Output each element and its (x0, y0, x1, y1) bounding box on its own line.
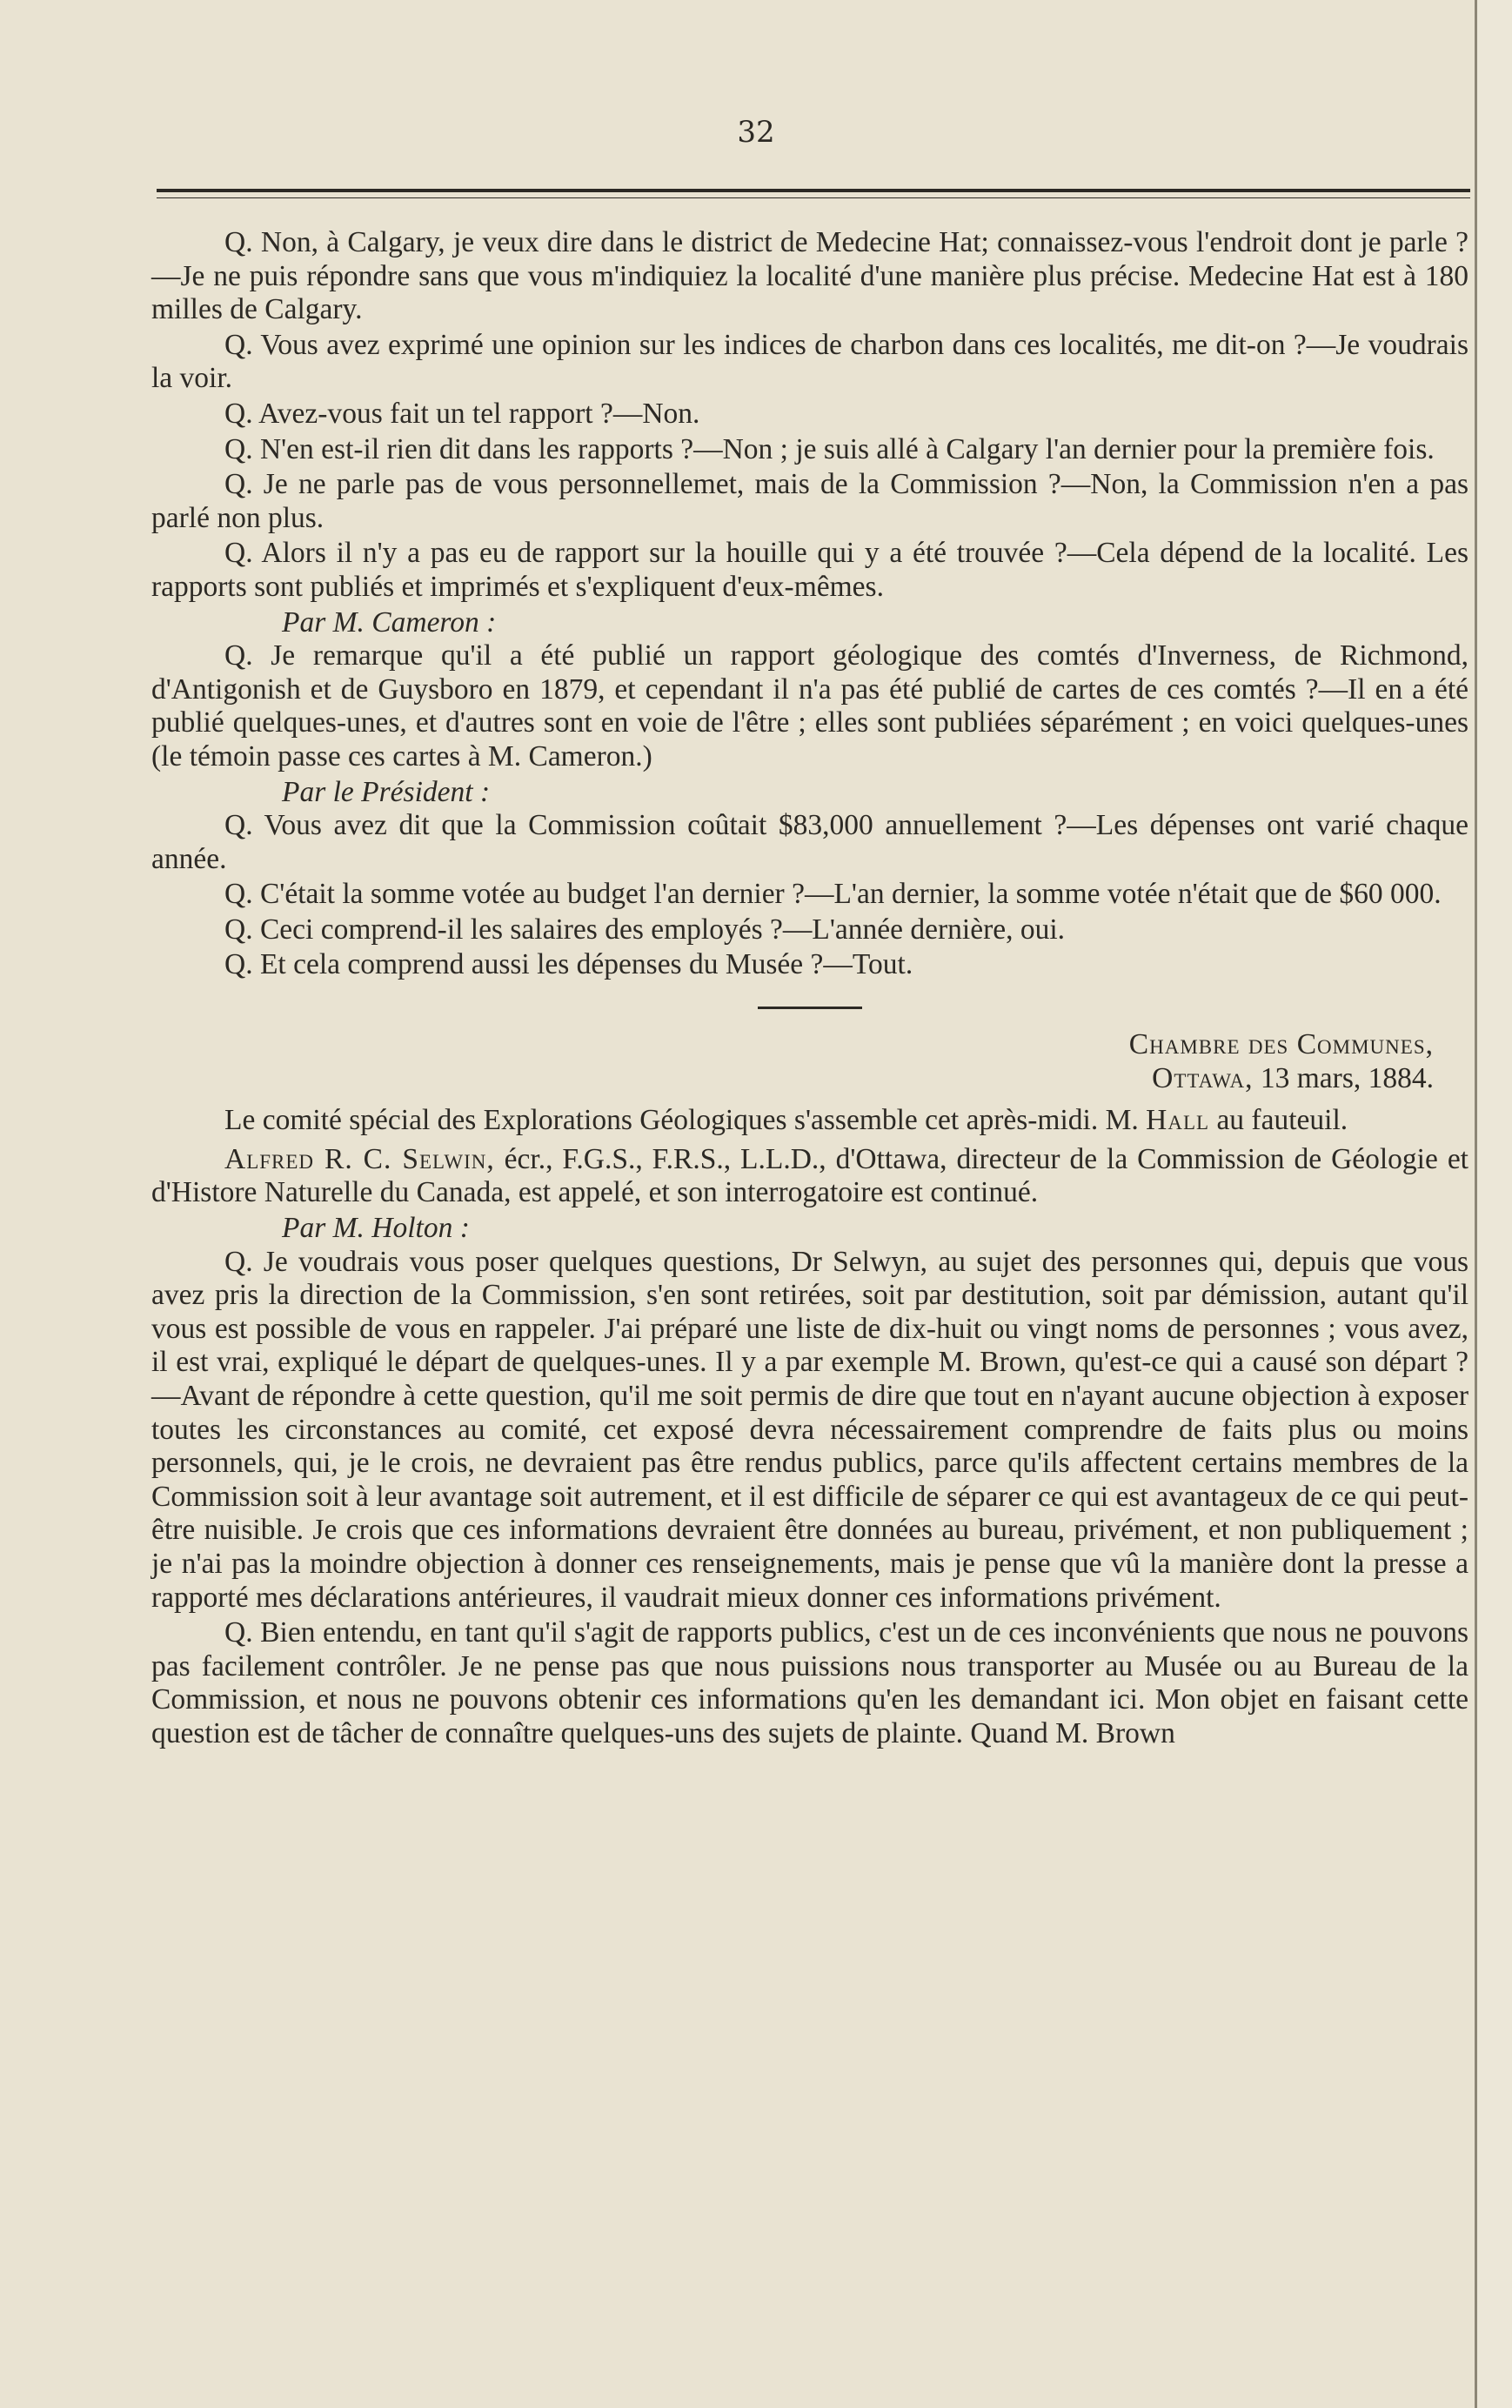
speaker-heading: Par M. Holton : (282, 1212, 470, 1245)
session-intro-text: Le comité spécial des Explorations Géologiques s'assemble cet après-midi. M. (224, 1104, 1139, 1137)
question-paragraph: Q. N'en est-il rien dit dans les rapports ?—Non ; je suis allé à Calgary l'an dernier pour la première fois. (224, 432, 1435, 465)
dateline-city-date (151, 1062, 1434, 1096)
session-intro (151, 1104, 1469, 1138)
dateline-place: Chambre des Communes, (1128, 1028, 1434, 1061)
chair-rest: au fauteuil. (1209, 1104, 1348, 1137)
speaker-heading: Par M. Cameron : (282, 605, 497, 639)
document-body (151, 226, 1469, 1753)
header-rule (157, 189, 1470, 198)
question-paragraph: Q. Alors il n'y a pas eu de rapport sur la houille qui y a été trouvée ?—Cela dépend de la localité. Les rapports sont publiés et imprimés et s'expliquent d'eux-mêmes. (151, 537, 1469, 603)
dateline (151, 1028, 1469, 1095)
question-paragraph: Q. Et cela comprend aussi les dépenses du Musée ?—Tout. (224, 948, 913, 981)
witness-name: Alfred R. C. Selwin, (224, 1142, 495, 1175)
chair-name: Hall (1146, 1104, 1210, 1137)
witness-intro (151, 1143, 1469, 1210)
page-edge (1475, 0, 1477, 2408)
question-paragraph: Q. Je remarque qu'il a été publié un rapport géologique des comtés d'Inverness, de Richmond, d'Antigonish et de Guysboro en 1879, et cependant il n'a pas été publié de cartes de ces comtés ?—Il en a été publié quelques-unes, et d'autres sont en voie de l'être ; elles sont publiées séparément ; en voici quelques-unes (le témoin passe ces cartes à M. Cameron.) (151, 639, 1469, 773)
question-paragraph: Q. Je ne parle pas de vous personnellemet, mais de la Commission ?—Non, la Commission n'en a pas parlé non plus. (151, 468, 1469, 534)
question-paragraph: Q. C'était la somme votée au budget l'an dernier ?—L'an dernier, la somme votée n'était que de $60 000. (224, 878, 1442, 911)
question-paragraph: Q. Ceci comprend-il les salaires des employés ?—L'année dernière, oui. (224, 913, 1066, 946)
section-divider (758, 1007, 862, 1009)
question-paragraph: Q. Je voudrais vous poser quelques questions, Dr Selwyn, au sujet des personnes qui, depuis que vous avez pris la direction de la Commission, s'en sont retirées, soit par destitution, soit par démission, autant qu'il vous est possible de vous en rappeler. J'ai préparé une liste de dix-huit ou vingt noms de personnes ; vous avez, il est vrai, expliqué le départ de quelques-unes. Il y a par exemple M. Brown, qu'est-ce qui a causé son départ ?—Avant de répondre à cette question, qu'il me soit permis de dire que tout en n'ayant aucune objection à exposer toutes les circonstances au comité, cet exposé devra nécessairement comprendre de faits plus ou moins personnels, qui, je le crois, ne devraient pas être rendus publics, parce qu'ils affectent certains membres de la Commission soit à leur avantage soit autrement, et il est difficile de séparer ce qui est avantageux de ce qui peut-être nuisible. Je crois que ces informations devraient être données au bureau, privément, et non publiquement ; je n'ai pas la moindre objection à donner ces renseignements, mais je pense que vû la manière dont la presse a rapporté mes déclarations antérieures, il vaudrait mieux donner ces informations privément. (151, 1245, 1469, 1614)
dateline-city: Ottawa, (1152, 1061, 1254, 1094)
speaker-heading: Par le Président : (282, 775, 491, 808)
page-number: 32 (737, 115, 775, 150)
witness-rest: écr., F.G.S., F.R.S., L.L.D., d'Ottawa, directeur de la Commission de Géologie et d'Histore Naturelle du Canada, est appelé, et son interrogatoire est continué. (151, 1142, 1469, 1209)
question-paragraph: Q. Vous avez exprimé une opinion sur les indices de charbon dans ces localités, me dit-on ?—Je voudrais la voir. (151, 328, 1469, 395)
question-paragraph: Q. Non, à Calgary, je veux dire dans le district de Medecine Hat; connaissez-vous l'endroit dont je parle ?—Je ne puis répondre sans que vous m'indiquiez la localité d'une manière plus précise. Medecine Hat est à 180 milles de Calgary. (151, 226, 1469, 326)
dateline-date: 13 mars, 1884. (1260, 1061, 1434, 1094)
question-paragraph: Q. Vous avez dit que la Commission coûtait $83,000 annuellement ?—Les dépenses ont varié chaque année. (151, 809, 1469, 875)
question-paragraph: Q. Avez-vous fait un tel rapport ?—Non. (224, 397, 700, 430)
question-paragraph: Q. Bien entendu, en tant qu'il s'agit de rapports publics, c'est un de ces inconvénients que nous ne pouvons pas facilement contrôler. Je ne pense pas que nous puissions nous transporter au Musée ou au Bureau de la Commission, et nous ne pouvons obtenir ces informations qu'en les demandant ici. Mon objet en faisant cette question est de tâcher de connaître quelques-uns des sujets de plainte. Quand M. Brown (151, 1616, 1469, 1749)
page-margin (1477, 0, 1512, 2408)
